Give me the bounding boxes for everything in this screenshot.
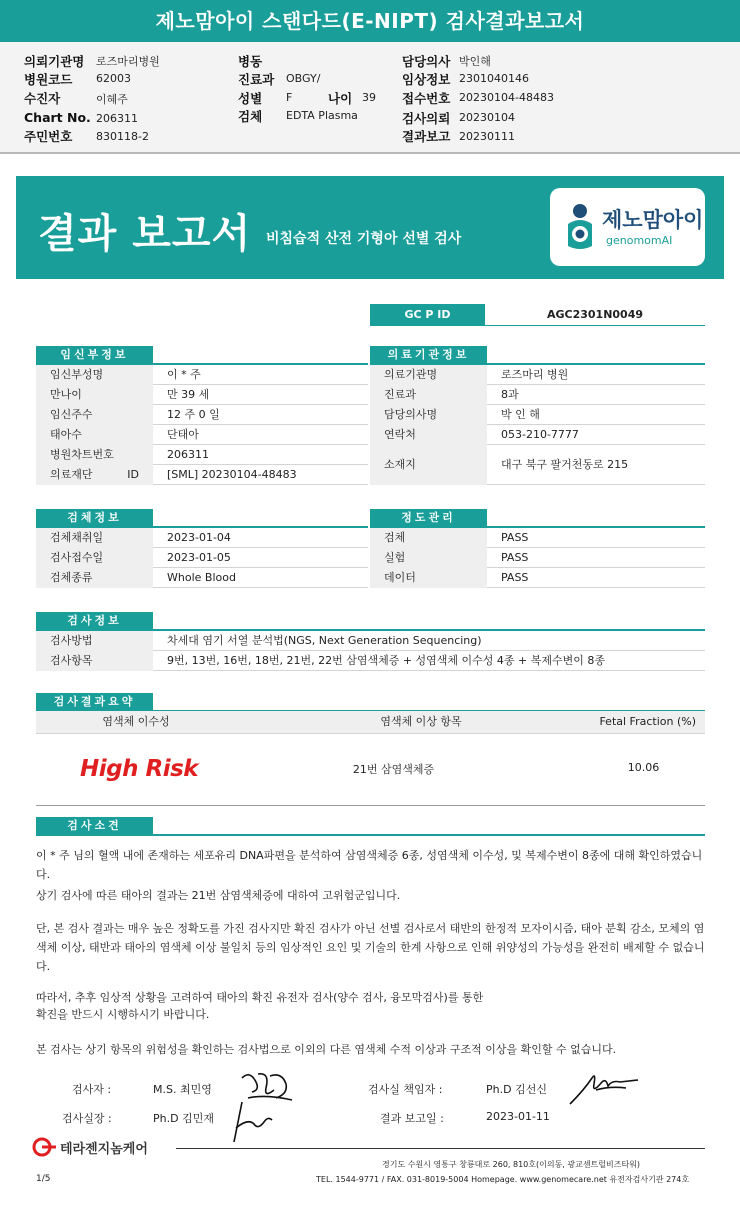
summary-result-row (36, 734, 705, 806)
page-number: 1/5 (36, 1174, 51, 1184)
report-date-label: 결과보고 (402, 129, 451, 144)
test-row (36, 651, 705, 671)
footer-divider (176, 1148, 705, 1149)
receipt-label: 접수번호 (402, 91, 451, 106)
qc-heading: 정도관리 (370, 509, 487, 527)
institution-row-value: 박 인 해 (501, 408, 540, 421)
sex-value: F (286, 91, 293, 104)
specimen-label: 검체 (238, 109, 263, 124)
collector-label: 수진자 (24, 91, 61, 106)
rrn-value: 830118-2 (96, 130, 149, 143)
patient-header (0, 42, 740, 154)
logo-subtext: genomomAI (606, 234, 673, 247)
maternal-row-value: 12 주 0 일 (167, 408, 220, 421)
doctor-label: 담당의사 (402, 54, 451, 69)
qc-row-label: 검체 (370, 528, 487, 548)
institution-row (370, 385, 705, 405)
genomom-logo (550, 188, 705, 266)
chief-value: Ph.D 김선신 (486, 1083, 547, 1096)
summary-col-aneuploidy: 염색체 이수성 (102, 715, 170, 728)
maternal-row-label: 병원차트번호 (36, 445, 153, 465)
qc-row-value: PASS (501, 531, 529, 544)
test-row-label: 검사항목 (36, 651, 153, 671)
dept-value: OBGY/ (286, 72, 321, 85)
institution-row-value: 053-210-7777 (501, 428, 579, 441)
footer-contact: TEL. 1544-9771 / FAX. 031-8019-5004 Homepage. www.genomecare.net 유전자검사기관 274호 (316, 1175, 690, 1184)
specimen-row (36, 548, 368, 568)
director-signature (228, 1098, 276, 1146)
report-date-sig-label: 결과 보고일 : (380, 1112, 444, 1125)
gcpid-label: GC P ID (370, 304, 485, 325)
maternal-row (36, 365, 368, 385)
dept-label: 진료과 (238, 72, 275, 87)
ward-label: 병동 (238, 54, 263, 69)
clinical-label: 임상정보 (402, 72, 451, 87)
chief-signature (566, 1070, 642, 1110)
maternal-row (36, 425, 368, 445)
maternal-row-label: 태아수 (36, 425, 153, 445)
maternal-row-value: 단태아 (167, 428, 199, 441)
maternal-row-label: 만나이 (36, 385, 153, 405)
institution-row (370, 365, 705, 385)
specimen-row-value: 2023-01-05 (167, 551, 231, 564)
fetal-fraction: 10.06 (627, 761, 660, 774)
maternal-row-label: 임신부성명 (36, 365, 153, 385)
opinion-paragraph-5: 본 검사는 상기 항목의 위험성을 확인하는 검사법으로 이외의 다른 염색체 수적 이상과 구조적 이상을 확인할 수 없습니다. (36, 1043, 617, 1056)
age-label: 나이 (328, 91, 353, 106)
summary-col-item: 염색체 이상 항목 (380, 715, 462, 728)
report-title: 제노맘아이 스탠다드(E-NIPT) 검사결과보고서 (0, 0, 740, 42)
institution-row-label: 의료기관명 (370, 365, 487, 385)
maternal-row-value: 206311 (167, 448, 209, 461)
opinion-divider (36, 834, 705, 836)
institution-row-value: 대구 북구 팔거천동로 215 (501, 458, 629, 471)
maternal-row-value: [SML] 20230104-48483 (167, 468, 297, 481)
rrn-label: 주민번호 (24, 129, 73, 144)
specimen-heading: 검체정보 (36, 509, 153, 527)
age-value: 39 (362, 91, 376, 104)
gcpid-row (370, 304, 705, 326)
maternal-row-value: 이 * 주 (167, 368, 201, 381)
opinion-paragraph-3: 단, 본 검사 결과는 매우 높은 정확도를 가진 검사지만 확진 검사가 아닌 선별 검사로서 태반의 한정적 모자이시즘, 태아 분획 감소, 모체의 염색체 이상, 태반과 태아의 염색체 이상 불일치 등의 임상적인 요인 및 기술의 한계 사항으로 인해 위양성의 가능성을 완전히 배제할 수 없습니다. (36, 922, 705, 973)
institution-row (370, 405, 705, 425)
institution-row (370, 445, 705, 485)
specimen-row (36, 528, 368, 548)
institution-label: 의뢰기관명 (24, 54, 85, 69)
maternal-row (36, 445, 368, 465)
company-name: 테라젠지놈케어 (60, 1142, 148, 1157)
specimen-row-label: 검체채취일 (36, 528, 153, 548)
opinion-paragraph-4a: 따라서, 추후 임상적 상황을 고려하여 태아의 확진 유전자 검사(양수 검사, 융모막검사)를 통한 (36, 991, 484, 1004)
institution-row-label: 연락처 (370, 425, 487, 445)
institution-row-label: 소재지 (370, 445, 487, 485)
chart-label: Chart No. (24, 110, 91, 125)
institution-row-label: 진료과 (370, 385, 487, 405)
logo-text: 제노맘아이 (602, 208, 704, 232)
receipt-value: 20230104-48483 (459, 91, 554, 104)
director-label: 검사실장 : (62, 1112, 112, 1125)
mother-baby-icon (562, 202, 598, 252)
request-value: 20230104 (459, 111, 515, 124)
banner-subtitle: 비침습적 산전 기형아 선별 검사 (266, 231, 462, 247)
maternal-row-label: 의료재단 ID (36, 465, 153, 485)
summary-col-ff: Fetal Fraction (%) (599, 715, 696, 728)
maternal-row-label: 임신주수 (36, 405, 153, 425)
specimen-row (36, 568, 368, 588)
opinion-paragraph-4b: 확진을 반드시 시행하시기 바랍니다. (36, 1008, 210, 1021)
specimen-row-value: Whole Blood (167, 571, 236, 584)
opinion-heading: 검사소견 (36, 817, 153, 835)
report-date-sig-value: 2023-01-11 (486, 1110, 550, 1123)
sex-label: 성별 (238, 91, 263, 106)
opinion-paragraph-2: 상기 검사에 따른 태아의 결과는 21번 삼염색체증에 대하여 고위험군입니다. (36, 889, 401, 902)
abnormal-item: 21번 삼염색체증 (352, 763, 435, 776)
tester-label: 검사자 : (72, 1083, 112, 1096)
test-row-value: 9번, 13번, 16번, 18번, 21번, 22번 삼염색체증 + 성염색체 이수성 4종 + 복제수변이 8종 (167, 654, 606, 667)
test-heading: 검사정보 (36, 612, 153, 630)
tester-value: M.S. 최민영 (153, 1083, 212, 1096)
maternal-row (36, 405, 368, 425)
institution-row-value: 로즈마리 병원 (501, 368, 569, 381)
test-row (36, 631, 705, 651)
maternal-heading: 임신부정보 (36, 346, 153, 364)
summary-header-row (36, 710, 705, 734)
specimen-value: EDTA Plasma (286, 109, 358, 122)
qc-row-label: 실험 (370, 548, 487, 568)
maternal-row-value: 만 39 세 (167, 388, 210, 401)
maternal-row (36, 465, 368, 485)
opinion-paragraph-1: 이 * 주 님의 혈액 내에 존재하는 세포유리 DNA파편을 분석하여 삼염색체증 6종, 성염색체 이수성, 및 복제수변이 8종에 대해 확인하였습니다. (36, 849, 703, 881)
clinical-value: 2301040146 (459, 72, 529, 85)
hospital-code-label: 병원코드 (24, 72, 73, 87)
chart-value: 206311 (96, 112, 138, 125)
institution-row-value: 8과 (501, 388, 519, 401)
maternal-row (36, 385, 368, 405)
specimen-row-label: 검사접수일 (36, 548, 153, 568)
report-date-value: 20230111 (459, 130, 515, 143)
hospital-code-value: 62003 (96, 72, 131, 85)
qc-row-value: PASS (501, 571, 529, 584)
banner-title: 결과 보고서 (38, 211, 252, 257)
doctor-value: 박인해 (459, 55, 491, 68)
institution-row-label: 담당의사명 (370, 405, 487, 425)
risk-result: High Risk (80, 756, 199, 782)
institution-value: 로즈마리병원 (96, 55, 160, 68)
qc-row-value: PASS (501, 551, 529, 564)
theragen-logo-icon (32, 1137, 58, 1157)
gcpid-value: AGC2301N0049 (546, 308, 644, 321)
qc-row (370, 528, 705, 548)
specimen-row-value: 2023-01-04 (167, 531, 231, 544)
qc-row (370, 568, 705, 588)
request-label: 검사의뢰 (402, 111, 451, 126)
qc-row-label: 데이터 (370, 568, 487, 588)
summary-heading: 검사결과요약 (36, 693, 153, 711)
chief-label: 검사실 책임자 : (368, 1083, 443, 1096)
footer-address: 경기도 수원시 영통구 창룡대로 260, 810호(이의동, 광교센트럴비즈타워) (382, 1160, 641, 1169)
director-value: Ph.D 김민재 (153, 1112, 214, 1125)
institution-heading: 의료기관정보 (370, 346, 487, 364)
institution-row (370, 425, 705, 445)
test-row-value: 차세대 염기 서열 분석법(NGS, Next Generation Sequencing) (167, 634, 482, 647)
specimen-row-label: 검체종류 (36, 568, 153, 588)
qc-row (370, 548, 705, 568)
result-banner (16, 176, 724, 279)
test-row-label: 검사방법 (36, 631, 153, 651)
collector-value: 이혜주 (96, 93, 128, 106)
